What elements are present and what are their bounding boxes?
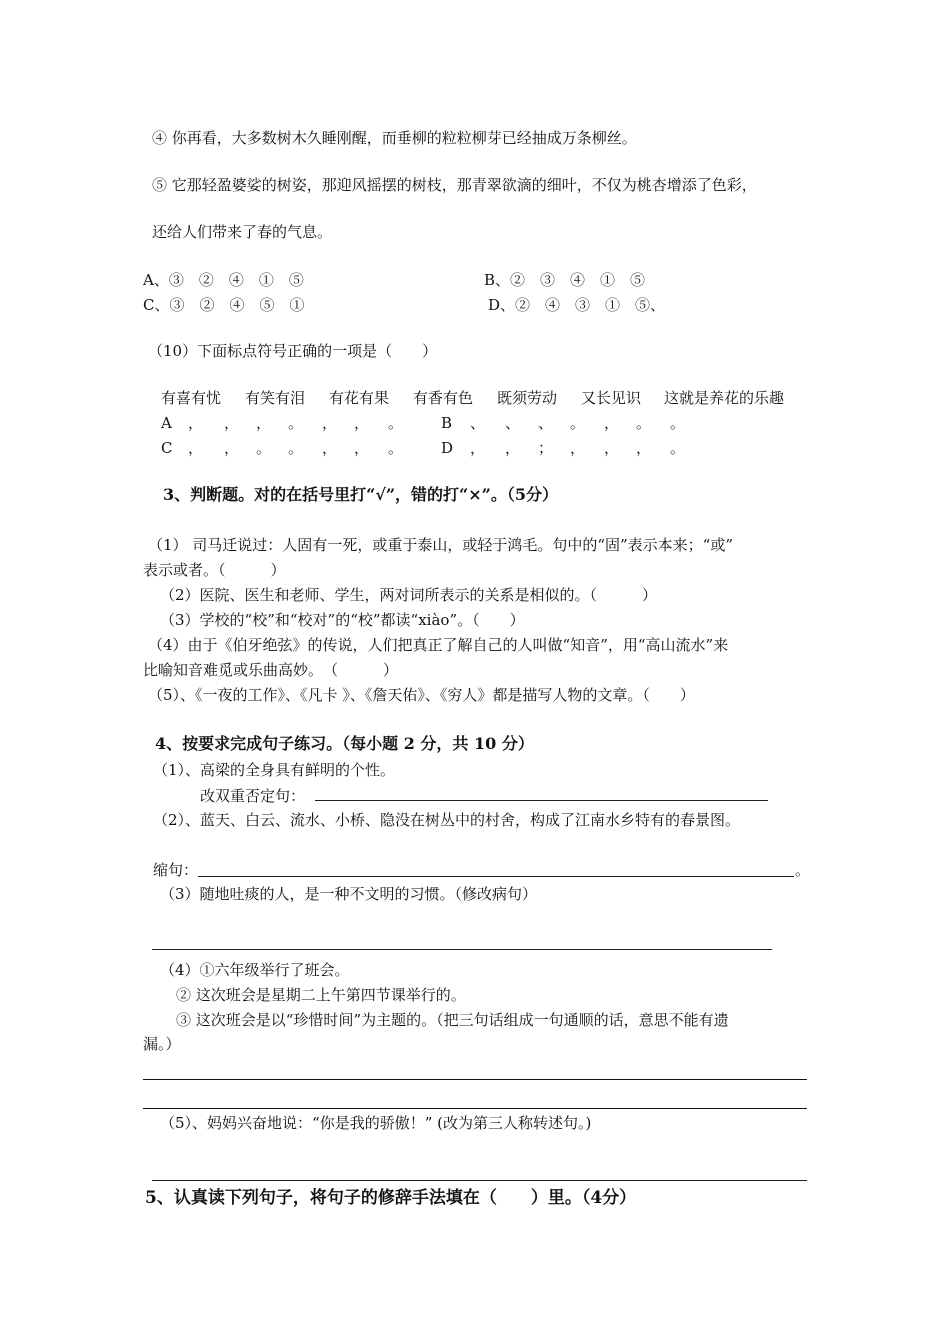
sentence-q2-task: 缩句： [153, 861, 199, 879]
sentence-5-part1: ⑤ 它那轻盈婆娑的树姿，那迎风摇摆的树枝，那青翠欲滴的细叶，不仅为桃杏增添了色彩， [152, 176, 757, 194]
punct: 。 [636, 414, 652, 432]
judge-q1-line2: 表示或者。（ ） [143, 561, 286, 579]
sentence-q4-2: ② 这次班会是星期二上午第四节课举行的。 [176, 986, 466, 1004]
judge-q2: （2）医院、医生和老师、学生，两对词所表示的关系是相似的。（ ） [160, 586, 658, 604]
punct: ， [188, 414, 204, 432]
phrase: 这就是养花的乐趣 [664, 389, 785, 407]
sentence-q4-1: （4）①六年级举行了班会。 [160, 961, 350, 979]
punct: 。 [288, 414, 304, 432]
punct: 。 [388, 414, 404, 432]
answer-line-q3[interactable] [152, 949, 772, 950]
punct: ， [188, 439, 204, 457]
punct: 。 [570, 414, 586, 432]
phrase: 既须劳动 [497, 389, 558, 407]
sentence-q1: （1）、高梁的全身具有鲜明的个性。 [153, 761, 396, 779]
answer-line-q1[interactable] [315, 800, 768, 801]
punct: ， [604, 414, 620, 432]
punct: ， [354, 414, 370, 432]
punct: ， [604, 439, 620, 457]
judge-q4-line2: 比喻知音难觅或乐曲高妙。 （ ） [143, 661, 399, 679]
sentence-q4-3: ③ 这次班会是以“珍惜时间”为主题的。（把三句话组成一句通顺的话，意思不能有遗 [176, 1011, 729, 1029]
phrase: 又长见识 [581, 389, 642, 407]
phrase: 有喜有忧 [161, 389, 222, 407]
punct: ， [505, 439, 521, 457]
punct: 、 [505, 414, 521, 432]
sentence-q5: （5）、妈妈兴奋地说：“你是我的骄傲！” (改为第三人称转述句。) [160, 1114, 592, 1132]
punct: ， [322, 414, 338, 432]
sentence-q1-task: 改双重否定句： [200, 787, 306, 805]
option-letter: B [441, 414, 453, 432]
phrase: 有花有果 [329, 389, 390, 407]
punct: ， [636, 439, 652, 457]
option-c: C、③ ② ④ ⑤ ① [143, 296, 305, 314]
punct: ， [224, 439, 240, 457]
phrase: 有笑有泪 [245, 389, 306, 407]
sentence-5-part2: 还给人们带来了春的气息。 [152, 223, 333, 241]
punct: 。 [256, 439, 272, 457]
option-letter: C [161, 439, 173, 457]
punct: 。 [288, 439, 304, 457]
sentence-q2-end: 。 [795, 861, 811, 879]
judge-q1-line1: （1） 司马迁说过：人固有一死，或重于泰山，或轻于鸿毛。句中的“固”表示本来；“或” [148, 536, 733, 554]
section-5-title: 5、认真读下列句子，将句子的修辞手法填在（ ）里。（4分） [145, 1188, 637, 1208]
punct: 。 [670, 414, 686, 432]
punct: ， [354, 439, 370, 457]
punct: ； [538, 439, 554, 457]
option-letter: D [441, 439, 454, 457]
judge-q5: （5）、《一夜的工作》、《凡卡 》、《詹天佑》、《穷人》都是描写人物的文章。（ ） [148, 686, 695, 704]
section-3-title: 3、判断题。对的在括号里打“√”，错的打“×”。（5分） [163, 485, 559, 504]
punct: ， [322, 439, 338, 457]
option-letter: A [161, 414, 172, 432]
option-d: D、② ④ ③ ① ⑤、 [488, 296, 666, 314]
sentence-q4-4: 漏。） [143, 1035, 181, 1053]
punct: 。 [670, 439, 686, 457]
section-4-title: 4、按要求完成句子练习。（每小题 2 分，共 10 分） [155, 734, 534, 753]
punct: ， [224, 414, 240, 432]
punct: 。 [388, 439, 404, 457]
punct: ， [570, 439, 586, 457]
punct: ， [256, 414, 272, 432]
option-a: A、③ ② ④ ① ⑤ [143, 271, 304, 289]
punct: 、 [538, 414, 554, 432]
sentence-q3: （3）随地吐痰的人，是一种不文明的习惯。（修改病句） [160, 885, 538, 903]
answer-line-q5[interactable] [152, 1180, 807, 1181]
judge-q4-line1: （4）由于《伯牙绝弦》的传说，人们把真正了解自己的人叫做“知音”，用“高山流水”来 [148, 636, 729, 654]
answer-line-q4a[interactable] [143, 1079, 807, 1080]
option-b: B、② ③ ④ ① ⑤ [484, 271, 646, 289]
q10-stem: （10）下面标点符号正确的一项是（ ） [148, 342, 438, 360]
punct: ， [470, 439, 486, 457]
punct: 、 [470, 414, 486, 432]
answer-line-q4b[interactable] [143, 1108, 807, 1109]
judge-q3: （3）学校的“校”和“校对”的“校”都读“xiào”。（ ） [160, 611, 525, 629]
sentence-q2: （2）、蓝天、白云、流水、小桥、隐没在树丛中的村舍，构成了江南水乡特有的春景图。 [153, 811, 741, 829]
answer-line-q2[interactable] [198, 876, 794, 877]
sentence-4: ④ 你再看，大多数树木久睡刚醒，而垂柳的粒粒柳芽已经抽成万条柳丝。 [152, 129, 637, 147]
phrase: 有香有色 [413, 389, 474, 407]
